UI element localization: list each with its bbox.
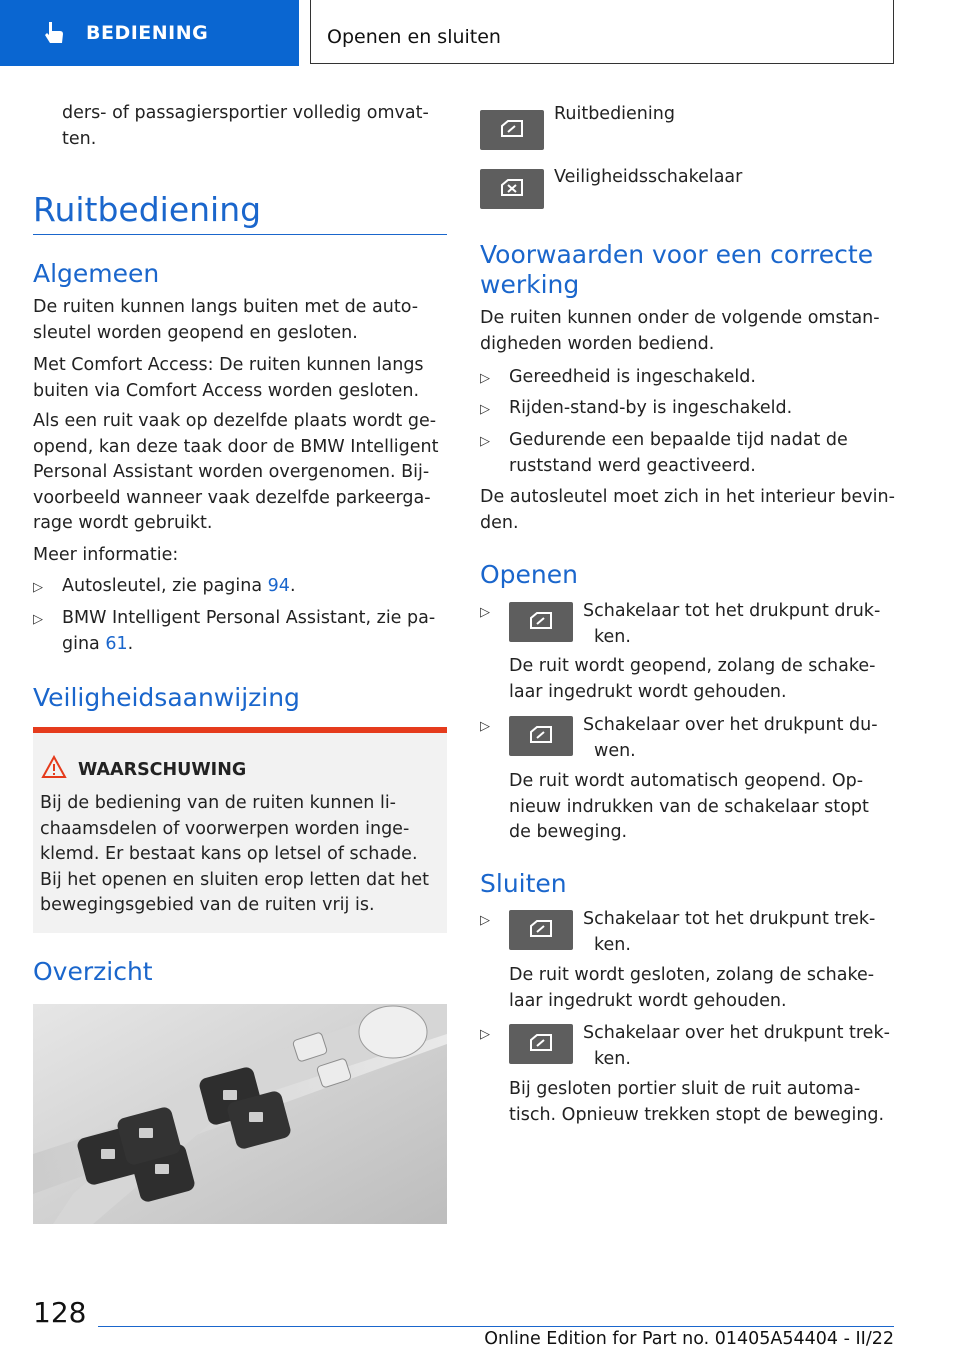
item-label: Schakelaar over het drukpunt trek- xyxy=(583,1023,890,1043)
p2-line: buiten via Comfort Access worden gesloten. xyxy=(33,380,420,401)
intro-line-1: ders- of passagiersportier volledig omvat- xyxy=(62,103,429,123)
item-text: tisch. Opnieuw trekken stopt de beweging. xyxy=(509,1104,885,1125)
footer-edition: Online Edition for Part no. 01405A54404 - II/22 xyxy=(484,1329,894,1349)
warning-line: bewegingsgebied van de ruiten vrij is. xyxy=(40,895,375,915)
warning-line: klemd. Er bestaat kans op letsel of schade. xyxy=(40,844,418,864)
bullet-end: . xyxy=(289,576,296,596)
triangle-right-icon: ▷ xyxy=(480,434,490,449)
footer-rule xyxy=(98,1326,894,1327)
triangle-right-icon: ▷ xyxy=(33,612,43,627)
page-link-94[interactable]: 94 xyxy=(267,576,290,596)
window-switch-icon xyxy=(509,1024,573,1064)
paragraph-3 xyxy=(33,409,447,537)
triangle-right-icon: ▷ xyxy=(33,580,43,595)
intro-line-2: ten. xyxy=(62,129,97,149)
item-text: De ruit wordt gesloten, zolang de schake- xyxy=(509,965,875,985)
p3-line: voorbeeld wanneer vaak dezelfde parkeerga- xyxy=(33,487,431,508)
warning-text xyxy=(40,791,430,919)
heading-line: Voorwaarden voor een correcte xyxy=(480,240,874,269)
item-text: De ruit wordt geopend, zolang de schake- xyxy=(509,656,876,676)
heading-line: werking xyxy=(480,270,580,299)
warning-box xyxy=(33,727,447,933)
bullet-end: . xyxy=(127,633,134,654)
triangle-right-icon: ▷ xyxy=(480,402,490,417)
hand-pointer-icon xyxy=(40,19,68,47)
p1-line: sleutel worden geopend en gesloten. xyxy=(33,322,358,343)
bullet-text: ruststand werd geactiveerd. xyxy=(509,455,756,476)
section-tab xyxy=(0,0,299,66)
heading-voorwaarden xyxy=(480,240,873,300)
bullet-text: BMW Intelligent Personal Assistant, zie pa- xyxy=(62,608,436,628)
p3-line: opend, kan deze taak door de BMW Intelligent xyxy=(33,436,439,457)
item-text: laar ingedrukt wordt gehouden. xyxy=(509,681,787,702)
item-label: ken. xyxy=(594,934,631,955)
voorwaarden-paragraph xyxy=(480,306,896,357)
warning-triangle-icon xyxy=(41,755,67,779)
item-label: Schakelaar over het drukpunt du- xyxy=(583,715,878,735)
window-switch-icon xyxy=(509,910,573,950)
item-label: wen. xyxy=(594,740,636,761)
item-text: de beweging. xyxy=(509,822,628,842)
triangle-right-icon: ▷ xyxy=(480,605,490,620)
title-rule xyxy=(33,234,447,235)
warning-line: Bij het openen en sluiten erop letten dat het xyxy=(40,869,430,890)
triangle-right-icon: ▷ xyxy=(480,719,490,734)
bullet-text: Rijden-stand-by is ingeschakeld. xyxy=(509,398,793,418)
page-link-61[interactable]: 61 xyxy=(105,633,128,654)
chapter-title: Openen en sluiten xyxy=(327,26,501,48)
p3-line: Personal Assistant worden overgenomen. Bij- xyxy=(33,462,430,482)
warning-title: WAARSCHUWING xyxy=(78,760,247,780)
item-text: nieuw indrukken van de schakelaar stopt xyxy=(509,796,869,817)
warning-line: chaamsdelen of voorwerpen worden inge- xyxy=(40,818,410,839)
voorwaarden-paragraph-2 xyxy=(480,485,896,536)
triangle-right-icon: ▷ xyxy=(480,371,490,386)
item-label: Schakelaar tot het drukpunt druk- xyxy=(583,601,881,621)
triangle-right-icon: ▷ xyxy=(480,1027,490,1042)
paragraph-2 xyxy=(33,353,447,404)
item-label: Schakelaar tot het drukpunt trek- xyxy=(583,909,876,929)
triangle-right-icon: ▷ xyxy=(480,913,490,928)
safety-switch-icon xyxy=(480,169,544,209)
window-switch-icon xyxy=(509,602,573,642)
heading-openen: Openen xyxy=(480,560,578,589)
p2-line: Met Comfort Access: De ruiten kunnen langs xyxy=(33,355,424,375)
p-line: De autosleutel moet zich in het interieur bevin- xyxy=(480,487,895,507)
page-number: 128 xyxy=(33,1296,87,1329)
warning-line: Bij de bediening van de ruiten kunnen li- xyxy=(40,793,396,813)
window-switch-icon xyxy=(480,110,544,150)
p-line: De ruiten kunnen onder de volgende omstan- xyxy=(480,308,880,328)
bullet-text: Gereedheid is ingeschakeld. xyxy=(509,367,756,387)
legend-safety-switch: Veiligheidsschakelaar xyxy=(554,167,743,187)
bullet-text: gina xyxy=(62,633,106,654)
p3-line: rage wordt gebruikt. xyxy=(33,513,213,533)
p-line: den. xyxy=(480,512,519,533)
item-label: ken. xyxy=(594,626,631,647)
section-label: BEDIENING xyxy=(86,22,209,44)
window-switch-icon xyxy=(509,716,573,756)
page-title: Ruitbediening xyxy=(33,190,262,229)
item-label: ken. xyxy=(594,1048,631,1069)
item-text: laar ingedrukt wordt gehouden. xyxy=(509,990,787,1011)
legend-window-switch: Ruitbediening xyxy=(554,104,675,124)
chapter-header xyxy=(310,0,894,64)
heading-sluiten: Sluiten xyxy=(480,869,567,898)
p1-line: De ruiten kunnen langs buiten met de auto- xyxy=(33,297,419,317)
item-text: Bij gesloten portier sluit de ruit automa- xyxy=(509,1079,861,1099)
heading-veiligheid: Veiligheidsaanwijzing xyxy=(33,683,300,712)
bullet-text: Gedurende een bepaalde tijd nadat de xyxy=(509,430,848,450)
heading-overzicht: Overzicht xyxy=(33,957,153,986)
paragraph-4: Meer informatie: xyxy=(33,545,179,565)
switch-panel-photo xyxy=(33,1004,447,1224)
heading-algemeen: Algemeen xyxy=(33,259,160,288)
p-line: digheden worden bediend. xyxy=(480,333,715,354)
p3-line: Als een ruit vaak op dezelfde plaats wordt ge- xyxy=(33,411,437,431)
bullet-text: Autosleutel, zie pagina xyxy=(62,576,268,596)
paragraph-1 xyxy=(33,295,447,346)
item-text: De ruit wordt automatisch geopend. Op- xyxy=(509,771,864,791)
